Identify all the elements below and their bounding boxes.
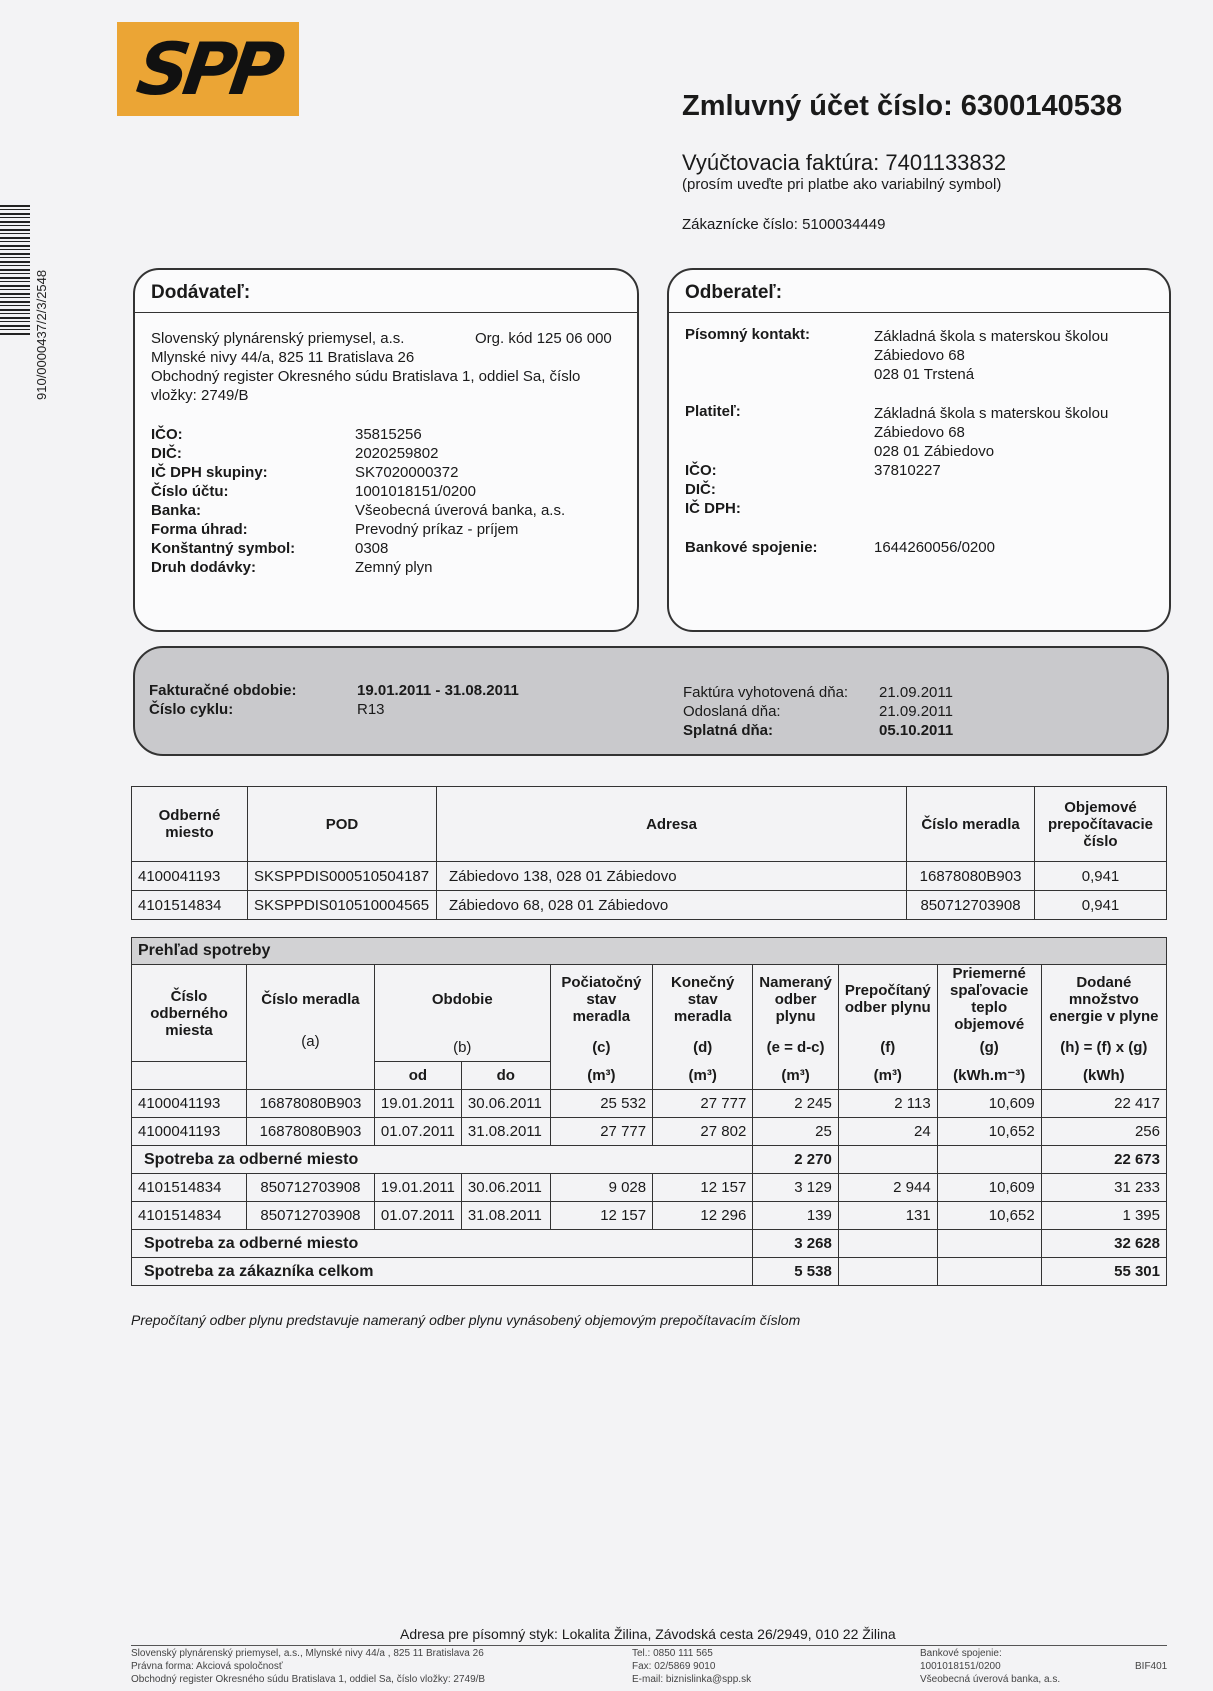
consumption-title: Prehľad spotreby xyxy=(132,938,1167,965)
col-header: POD xyxy=(247,787,436,862)
supplier-label: Konštantný symbol: xyxy=(151,540,296,557)
table-cell: 19.01.2011 xyxy=(374,1090,461,1118)
col-header: Číslo meradla xyxy=(907,787,1035,862)
customer-number: Zákaznícke číslo: 5100034449 xyxy=(682,216,886,233)
col-header: Nameraný odber plynu xyxy=(753,965,839,1034)
table-cell: 25 532 xyxy=(550,1090,652,1118)
subtotal-row xyxy=(132,1230,1167,1258)
col-unit: (m³) xyxy=(653,1062,753,1090)
table-cell: SKSPPDIS010510004565 xyxy=(247,891,436,920)
table-row xyxy=(132,862,1167,891)
supplier-label: Banka: xyxy=(151,502,202,519)
table-cell: 4100041193 xyxy=(132,862,248,891)
table-cell: 27 777 xyxy=(550,1118,652,1146)
supplier-label: Forma úhrad: xyxy=(151,521,248,538)
col-sub-do: do xyxy=(461,1062,550,1090)
table-cell: 31 233 xyxy=(1041,1174,1166,1202)
table-cell: 01.07.2011 xyxy=(374,1202,461,1230)
table-cell: 16878080B903 xyxy=(907,862,1035,891)
subtotal-label: Spotreba za odberné miesto xyxy=(132,1230,753,1258)
supplier-value: Všeobecná úverová banka, a.s. xyxy=(355,502,566,519)
table-cell: 2 944 xyxy=(838,1174,937,1202)
ico-label: IČO: xyxy=(685,462,717,479)
col-header: Číslo meradla xyxy=(247,965,375,1034)
contact-line: Základná škola s materskou školou xyxy=(874,328,1109,345)
footer-text: 1001018151/0200 xyxy=(920,1661,1001,1672)
table-cell: 25 xyxy=(753,1118,839,1146)
invoice-note: (prosím uveďte pri platbe ako variabilný symbol) xyxy=(682,176,1002,193)
subtotal-row xyxy=(132,1146,1167,1174)
table-row xyxy=(132,1174,1167,1202)
table-cell: 31.08.2011 xyxy=(461,1202,550,1230)
col-letter: (a) xyxy=(247,1033,375,1090)
payer-label: Platiteľ: xyxy=(685,403,741,420)
footer-text: Fax: 02/5869 9010 xyxy=(632,1661,716,1672)
col-letter: (g) xyxy=(937,1033,1041,1062)
due-label: Splatná dňa: xyxy=(683,722,774,739)
table-cell: 4101514834 xyxy=(132,1202,247,1230)
table-cell: 01.07.2011 xyxy=(374,1118,461,1146)
table-cell: 0,941 xyxy=(1035,862,1167,891)
contract-title: Zmluvný účet číslo: 6300140538 xyxy=(682,90,1123,122)
col-header: Dodané množstvo energie v plyne xyxy=(1041,965,1166,1034)
table-cell: 4101514834 xyxy=(132,1174,247,1202)
contact-line: Zábiedovo 68 xyxy=(874,347,965,364)
footer-address: Adresa pre písomný styk: Lokalita Žilina, Závodská cesta 26/2949, 010 22 Žilina xyxy=(400,1626,896,1642)
delivery-points-table xyxy=(131,786,1167,920)
total-measured: 5 538 xyxy=(753,1258,839,1286)
table-row xyxy=(132,1090,1167,1118)
col-header: Číslo odberného miesta xyxy=(132,965,247,1062)
table-cell: 2 113 xyxy=(838,1090,937,1118)
bank-value: 1644260056/0200 xyxy=(874,539,995,556)
supplier-org-code: Org. kód 125 06 000 xyxy=(475,330,612,347)
col-unit: (kWh) xyxy=(1041,1062,1166,1090)
table-cell: 10,609 xyxy=(937,1174,1041,1202)
footer-text: E-mail: biznislinka@spp.sk xyxy=(632,1674,752,1685)
supplier-value: 0308 xyxy=(355,540,389,557)
table-cell: 850712703908 xyxy=(907,891,1035,920)
col-letter: (f) xyxy=(838,1033,937,1062)
cycle-label: Číslo cyklu: xyxy=(149,701,234,718)
total-label: Spotreba za zákazníka celkom xyxy=(132,1258,753,1286)
supplier-value: Zemný plyn xyxy=(355,559,433,576)
footer-text: Všeobecná úverová banka, a.s. xyxy=(920,1674,1061,1685)
footer-divider xyxy=(131,1645,1167,1646)
customer-box xyxy=(667,268,1171,632)
table-cell: 12 296 xyxy=(653,1202,753,1230)
supplier-address: Mlynské nivy 44/a, 825 11 Bratislava 26 xyxy=(151,349,415,366)
col-unit: (m³) xyxy=(550,1062,652,1090)
table-cell: Zábiedovo 68, 028 01 Zábiedovo xyxy=(436,891,906,920)
footer-text: Právna forma: Akciová spoločnosť xyxy=(131,1661,283,1672)
bank-label: Bankové spojenie: xyxy=(685,539,818,556)
table-cell: 2 245 xyxy=(753,1090,839,1118)
col-header: Konečný stav meradla xyxy=(653,965,753,1034)
ico-value: 37810227 xyxy=(874,462,941,479)
col-letter: (c) xyxy=(550,1033,652,1062)
subtotal-measured: 2 270 xyxy=(753,1146,839,1174)
table-row xyxy=(132,891,1167,920)
table-cell: 22 417 xyxy=(1041,1090,1166,1118)
contact-label: Písomný kontakt: xyxy=(685,326,811,343)
icdph-label: IČ DPH: xyxy=(685,500,741,517)
table-cell: 19.01.2011 xyxy=(374,1174,461,1202)
footnote: Prepočítaný odber plynu predstavuje nameraný odber plynu vynásobený objemovým prepočítavacím číslom xyxy=(131,1312,801,1328)
table-cell: 10,652 xyxy=(937,1118,1041,1146)
supplier-register: Obchodný register Okresného súdu Bratislava 1, oddiel Sa, číslo xyxy=(151,368,581,385)
subtotal-energy: 32 628 xyxy=(1041,1230,1166,1258)
table-cell: 256 xyxy=(1041,1118,1166,1146)
supplier-value: 2020259802 xyxy=(355,445,439,462)
footer-text: Slovenský plynárenský priemysel, a.s., Mlynské nivy 44/a , 825 11 Bratislava 26 xyxy=(131,1648,484,1659)
table-cell: 24 xyxy=(838,1118,937,1146)
payer-line: Základná škola s materskou školou xyxy=(874,405,1109,422)
table-cell: 1 395 xyxy=(1041,1202,1166,1230)
sent-value: 21.09.2011 xyxy=(879,703,953,720)
table-cell: 12 157 xyxy=(550,1202,652,1230)
table-cell: 850712703908 xyxy=(247,1174,375,1202)
table-cell: Zábiedovo 138, 028 01 Zábiedovo xyxy=(436,862,906,891)
table-cell: 131 xyxy=(838,1202,937,1230)
total-row xyxy=(132,1258,1167,1286)
supplier-value: Prevodný príkaz - príjem xyxy=(355,521,519,538)
subtotal-measured: 3 268 xyxy=(753,1230,839,1258)
table-row xyxy=(132,1118,1167,1146)
supplier-value: SK7020000372 xyxy=(355,464,459,481)
table-cell: 12 157 xyxy=(653,1174,753,1202)
barcode xyxy=(0,205,30,335)
supplier-register-2: vložky: 2749/B xyxy=(151,387,249,404)
col-header: Priemerné spaľovacie teplo objemové xyxy=(937,965,1041,1034)
table-cell: 27 777 xyxy=(653,1090,753,1118)
col-header: Adresa xyxy=(436,787,906,862)
contact-line: 028 01 Trstená xyxy=(874,366,975,383)
supplier-name: Slovenský plynárenský priemysel, a.s. xyxy=(151,330,405,347)
footer-text: Tel.: 0850 111 565 xyxy=(632,1648,713,1659)
col-unit: (kWh.m⁻³) xyxy=(937,1062,1041,1090)
table-cell: 30.06.2011 xyxy=(461,1174,550,1202)
payer-line: 028 01 Zábiedovo xyxy=(874,443,995,460)
barcode-text: 910/0000437/2/3/2548 xyxy=(34,269,49,400)
billing-period-box xyxy=(133,646,1169,756)
spp-logo: SPP xyxy=(117,22,299,116)
customer-title: Odberateľ: xyxy=(669,270,1169,313)
subtotal-label: Spotreba za odberné miesto xyxy=(132,1146,753,1174)
col-unit: (m³) xyxy=(838,1062,937,1090)
consumption-table xyxy=(131,937,1167,1286)
supplier-box xyxy=(133,268,639,632)
table-cell: 0,941 xyxy=(1035,891,1167,920)
table-cell: 9 028 xyxy=(550,1174,652,1202)
col-letter: (b) xyxy=(374,1033,550,1062)
supplier-label: Číslo účtu: xyxy=(151,483,229,500)
supplier-value: 35815256 xyxy=(355,426,422,443)
footer-text: Obchodný register Okresného súdu Bratislava 1, oddiel Sa, číslo vložky: 2749/B xyxy=(131,1674,486,1685)
table-cell: 4100041193 xyxy=(132,1118,247,1146)
col-sub-od: od xyxy=(374,1062,461,1090)
subtotal-energy: 22 673 xyxy=(1041,1146,1166,1174)
table-cell: 16878080B903 xyxy=(247,1090,375,1118)
col-header: Obdobie xyxy=(374,965,550,1034)
col-header: Prepočítaný odber plynu xyxy=(838,965,937,1034)
supplier-label: DIČ: xyxy=(151,445,182,462)
col-letter: (e = d-c) xyxy=(753,1033,839,1062)
table-cell: 4101514834 xyxy=(132,891,248,920)
supplier-label: IČ DPH skupiny: xyxy=(151,464,268,481)
period-value: 19.01.2011 - 31.08.2011 xyxy=(357,682,519,699)
supplier-label: IČO: xyxy=(151,426,183,443)
issued-value: 21.09.2011 xyxy=(879,684,953,701)
table-cell: 4100041193 xyxy=(132,1090,247,1118)
payer-line: Zábiedovo 68 xyxy=(874,424,965,441)
dic-label: DIČ: xyxy=(685,481,716,498)
col-letter: (h) = (f) x (g) xyxy=(1041,1033,1166,1062)
table-cell: 139 xyxy=(753,1202,839,1230)
table-cell: 16878080B903 xyxy=(247,1118,375,1146)
period-label: Fakturačné obdobie: xyxy=(149,682,297,699)
table-row xyxy=(132,1202,1167,1230)
table-cell: 850712703908 xyxy=(247,1202,375,1230)
col-header: Počiatočný stav meradla xyxy=(550,965,652,1034)
footer-code: BIF401 xyxy=(1135,1661,1168,1672)
invoice-number: Vyúčtovacia faktúra: 7401133832 xyxy=(682,150,1007,175)
col-letter: (d) xyxy=(653,1033,753,1062)
total-energy: 55 301 xyxy=(1041,1258,1166,1286)
col-unit: (m³) xyxy=(753,1062,839,1090)
table-cell: 27 802 xyxy=(653,1118,753,1146)
table-cell: 3 129 xyxy=(753,1174,839,1202)
sent-label: Odoslaná dňa: xyxy=(683,703,781,720)
supplier-value: 1001018151/0200 xyxy=(355,483,476,500)
table-cell: 10,609 xyxy=(937,1090,1041,1118)
table-cell: 31.08.2011 xyxy=(461,1118,550,1146)
footer-text: Bankové spojenie: xyxy=(920,1648,1002,1659)
supplier-label: Druh dodávky: xyxy=(151,559,257,576)
table-cell: SKSPPDIS000510504187 xyxy=(247,862,436,891)
col-header: Objemové prepočítavacie číslo xyxy=(1035,787,1167,862)
cycle-value: R13 xyxy=(357,701,385,718)
table-cell: 30.06.2011 xyxy=(461,1090,550,1118)
supplier-title: Dodávateľ: xyxy=(135,270,637,313)
table-cell: 10,652 xyxy=(937,1202,1041,1230)
issued-label: Faktúra vyhotovená dňa: xyxy=(683,684,849,701)
due-value: 05.10.2011 xyxy=(879,722,954,739)
col-header: Odberné miesto xyxy=(132,787,248,862)
